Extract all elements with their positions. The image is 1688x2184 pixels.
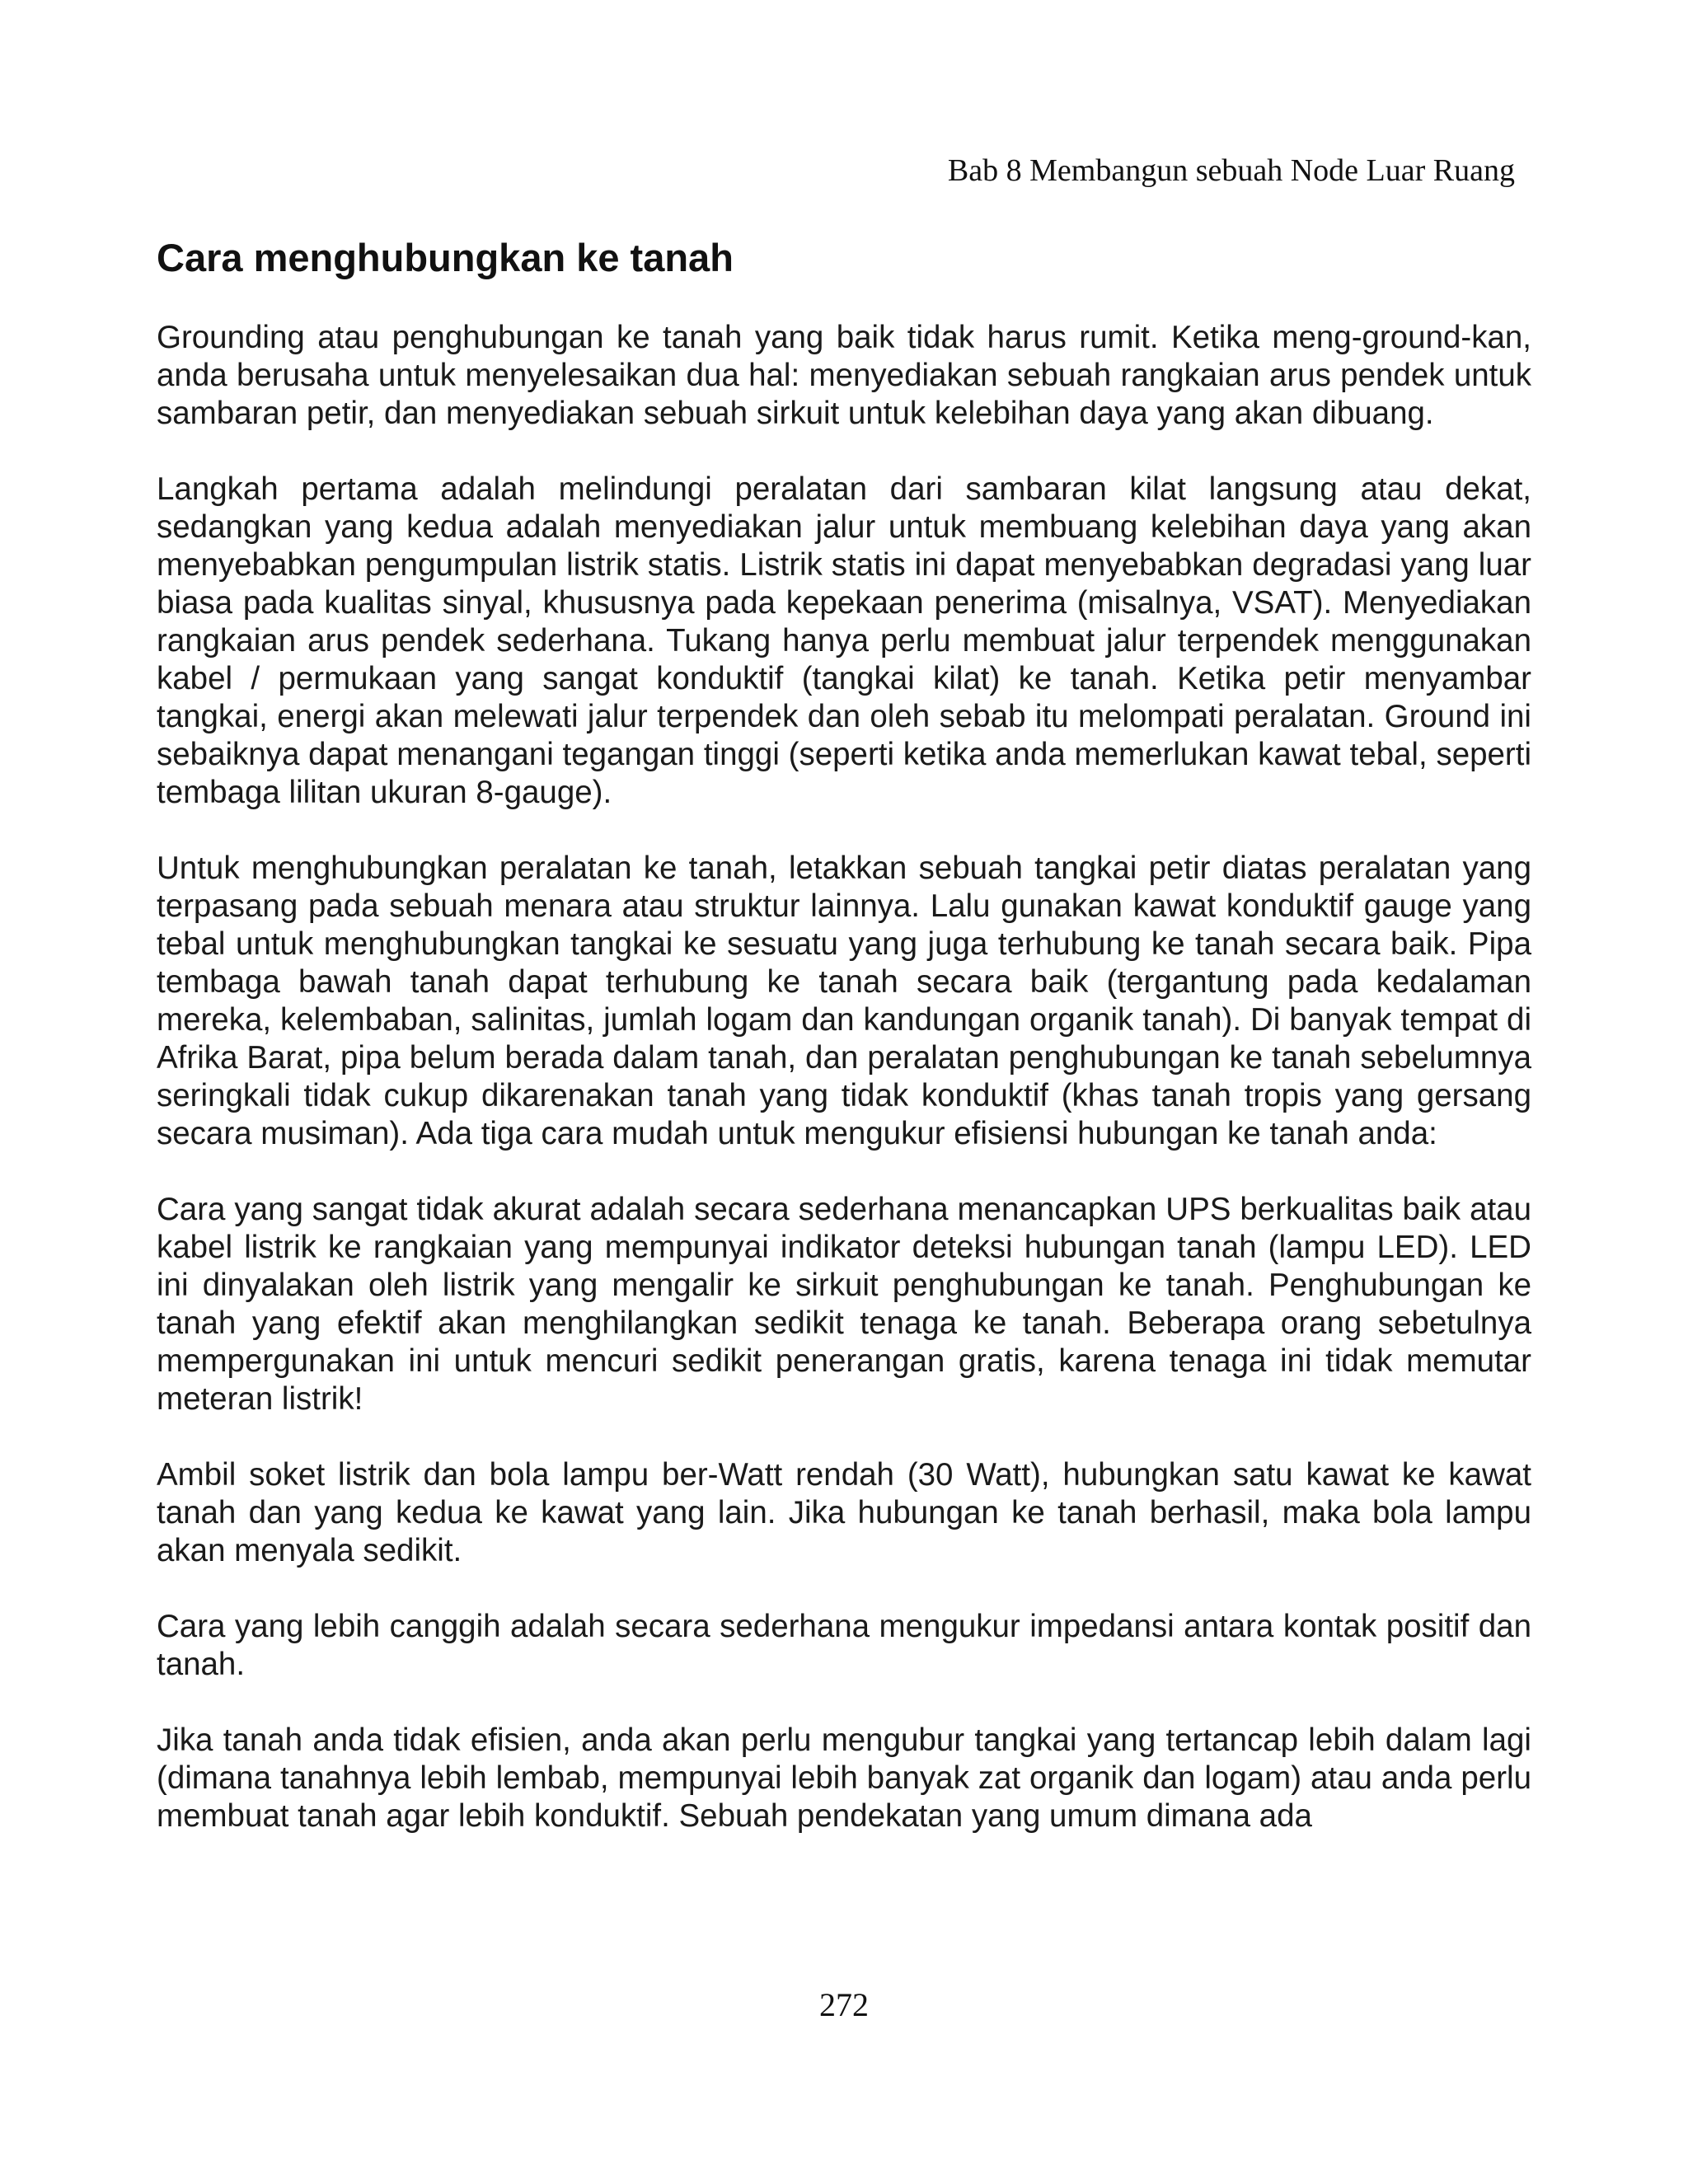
paragraph-inefficient-ground: Jika tanah anda tidak efisien, anda akan perlu mengubur tangkai yang tertancap lebih dalam lagi (dimana tanahnya lebih lembab, mempunyai lebih banyak zat organik dan logam) atau anda perlu membuat tanah agar lebih konduktif. Sebuah pendekatan yang umum dimana ada [157,1722,1531,1835]
paragraph-grounding-intro: Grounding atau penghubungan ke tanah yang baik tidak harus rumit. Ketika meng-ground-kan, anda berusaha untuk menyelesaikan dua hal: menyediakan sebuah rangkaian arus pendek untuk sambaran petir, dan menyediakan sebuah sirkuit untuk kelebihan daya yang akan dibuang. [157,320,1531,432]
paragraph-first-step: Langkah pertama adalah melindungi peralatan dari sambaran kilat langsung atau dekat, sedangkan yang kedua adalah menyediakan jalur untuk membuang kelebihan daya yang akan menyebabkan pengumpulan listrik statis. Listrik statis ini dapat menyebabkan degradasi yang luar biasa pada kualitas sinyal, khususnya pada kepekaan penerima (misalnya, VSAT). Menyediakan rangkaian arus pendek sederhana. Tukang hanya perlu membuat jalur terpendek menggunakan kabel / permukaan yang sangat konduktif (tangkai kilat) ke tanah. Ketika petir menyambar tangkai, energi akan melewati jalur terpendek dan oleh sebab itu melompati peralatan. Ground ini sebaiknya dapat menangani tegangan tinggi (seperti ketika anda memerlukan kawat tebal, seperti tembaga lilitan ukuran 8-gauge). [157,471,1531,811]
paragraph-connect-equipment: Untuk menghubungkan peralatan ke tanah, letakkan sebuah tangkai petir diatas peralatan yang terpasang pada sebuah menara atau struktur lainnya. Lalu gunakan kawat konduktif gauge yang tebal untuk menghubungkan tangkai ke sesuatu yang juga terhubung ke tanah secara baik. Pipa tembaga bawah tanah dapat terhubung ke tanah secara baik (tergantung pada kedalaman mereka, kelembaban, salinitas, jumlah logam dan kandungan organik tanah). Di banyak tempat di Afrika Barat, pipa belum berada dalam tanah, dan peralatan penghubungan ke tanah sebelumnya seringkali tidak cukup dikarenakan tanah yang tidak konduktif (khas tanah tropis yang gersang secara musiman). Ada tiga cara mudah untuk mengukur efisiensi hubungan ke tanah anda: [157,851,1531,1152]
paragraph-impedance-method: Cara yang lebih canggih adalah secara sederhana mengukur impedansi antara kontak positif dan tanah. [157,1609,1531,1683]
paragraph-ups-method: Cara yang sangat tidak akurat adalah secara sederhana menancapkan UPS berkualitas baik atau kabel listrik ke rangkaian yang mempunyai indikator deteksi hubungan tanah (lampu LED). LED ini dinyalakan oleh listrik yang mengalir ke sirkuit penghubungan ke tanah. Penghubungan ke tanah yang efektif akan menghilangkan sedikit tenaga ke tanah. Beberapa orang sebetulnya mempergunakan ini untuk mencuri sedikit penerangan gratis, karena tenaga ini tidak memutar meteran listrik! [157,1192,1531,1418]
section-title: Cara menghubungkan ke tanah [157,236,734,279]
paragraph-bulb-method: Ambil soket listrik dan bola lampu ber-Watt rendah (30 Watt), hubungkan satu kawat ke kawat tanah dan yang kedua ke kawat yang lain. Jika hubungan ke tanah berhasil, maka bola lampu akan menyala sedikit. [157,1457,1531,1569]
page-number: 272 [819,1986,869,2023]
page-body [157,235,1531,1873]
running-header: Bab 8 Membangun sebuah Node Luar Ruang [947,153,1515,188]
